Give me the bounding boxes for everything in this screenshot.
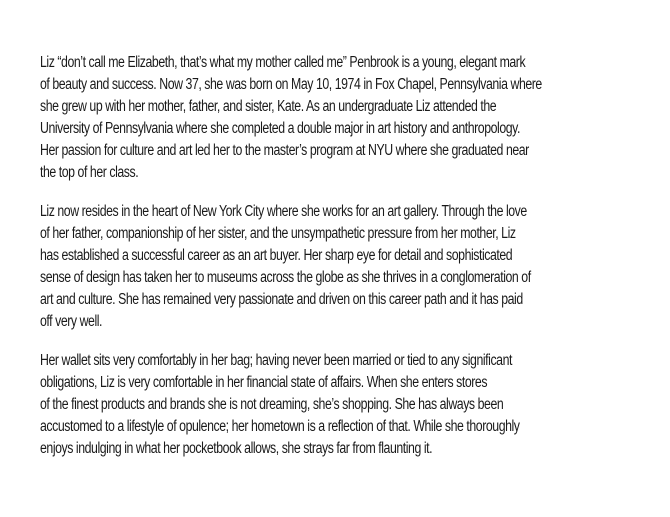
text-line: art and culture. She has remained very passionate and driven on this career path and it has paid: [40, 291, 523, 308]
text-line: University of Pennsylvania where she completed a double major in art history and anthropology.: [40, 120, 520, 137]
text-line: Liz “don’t call me Elizabeth, that’s what my mother called me” Penbrook is a young, elegant mark: [40, 54, 526, 71]
text-line: the top of her class.: [40, 164, 139, 181]
text-line: Her wallet sits very comfortably in her bag; having never been married or tied to any significant: [40, 352, 512, 369]
text-line: obligations, Liz is very comfortable in her financial state of affairs. When she enters stores: [40, 374, 488, 391]
text-line: Liz now resides in the heart of New York City where she works for an art gallery. Through the love: [40, 203, 527, 220]
text-line: off very well.: [40, 313, 103, 330]
document-body: [40, 52, 640, 477]
text-line: accustomed to a lifestyle of opulence; her hometown is a reflection of that. While she thoroughly: [40, 418, 520, 435]
text-line: she grew up with her mother, father, and sister, Kate. As an undergraduate Liz attended the: [40, 98, 497, 115]
text-line: of beauty and success. Now 37, she was born on May 10, 1974 in Fox Chapel, Pennsylvania where: [40, 76, 542, 93]
text-line: sense of design has taken her to museums across the globe as she thrives in a conglomeration of: [40, 269, 531, 286]
text-line: Her passion for culture and art led her to the master’s program at NYU where she graduated near: [40, 142, 529, 159]
text-line: of the finest products and brands she is not dreaming, she’s shopping. She has always been: [40, 396, 504, 413]
text-line: has established a successful career as an art buyer. Her sharp eye for detail and sophisticated: [40, 247, 513, 264]
text-line: of her father, companionship of her sister, and the unsympathetic pressure from her mother, Liz: [40, 225, 516, 242]
text-line: enjoys indulging in what her pocketbook allows, she strays far from flaunting it.: [40, 440, 433, 457]
paragraph-2: [40, 201, 640, 333]
paragraph-3: [40, 350, 640, 460]
paragraph-1: [40, 52, 640, 184]
